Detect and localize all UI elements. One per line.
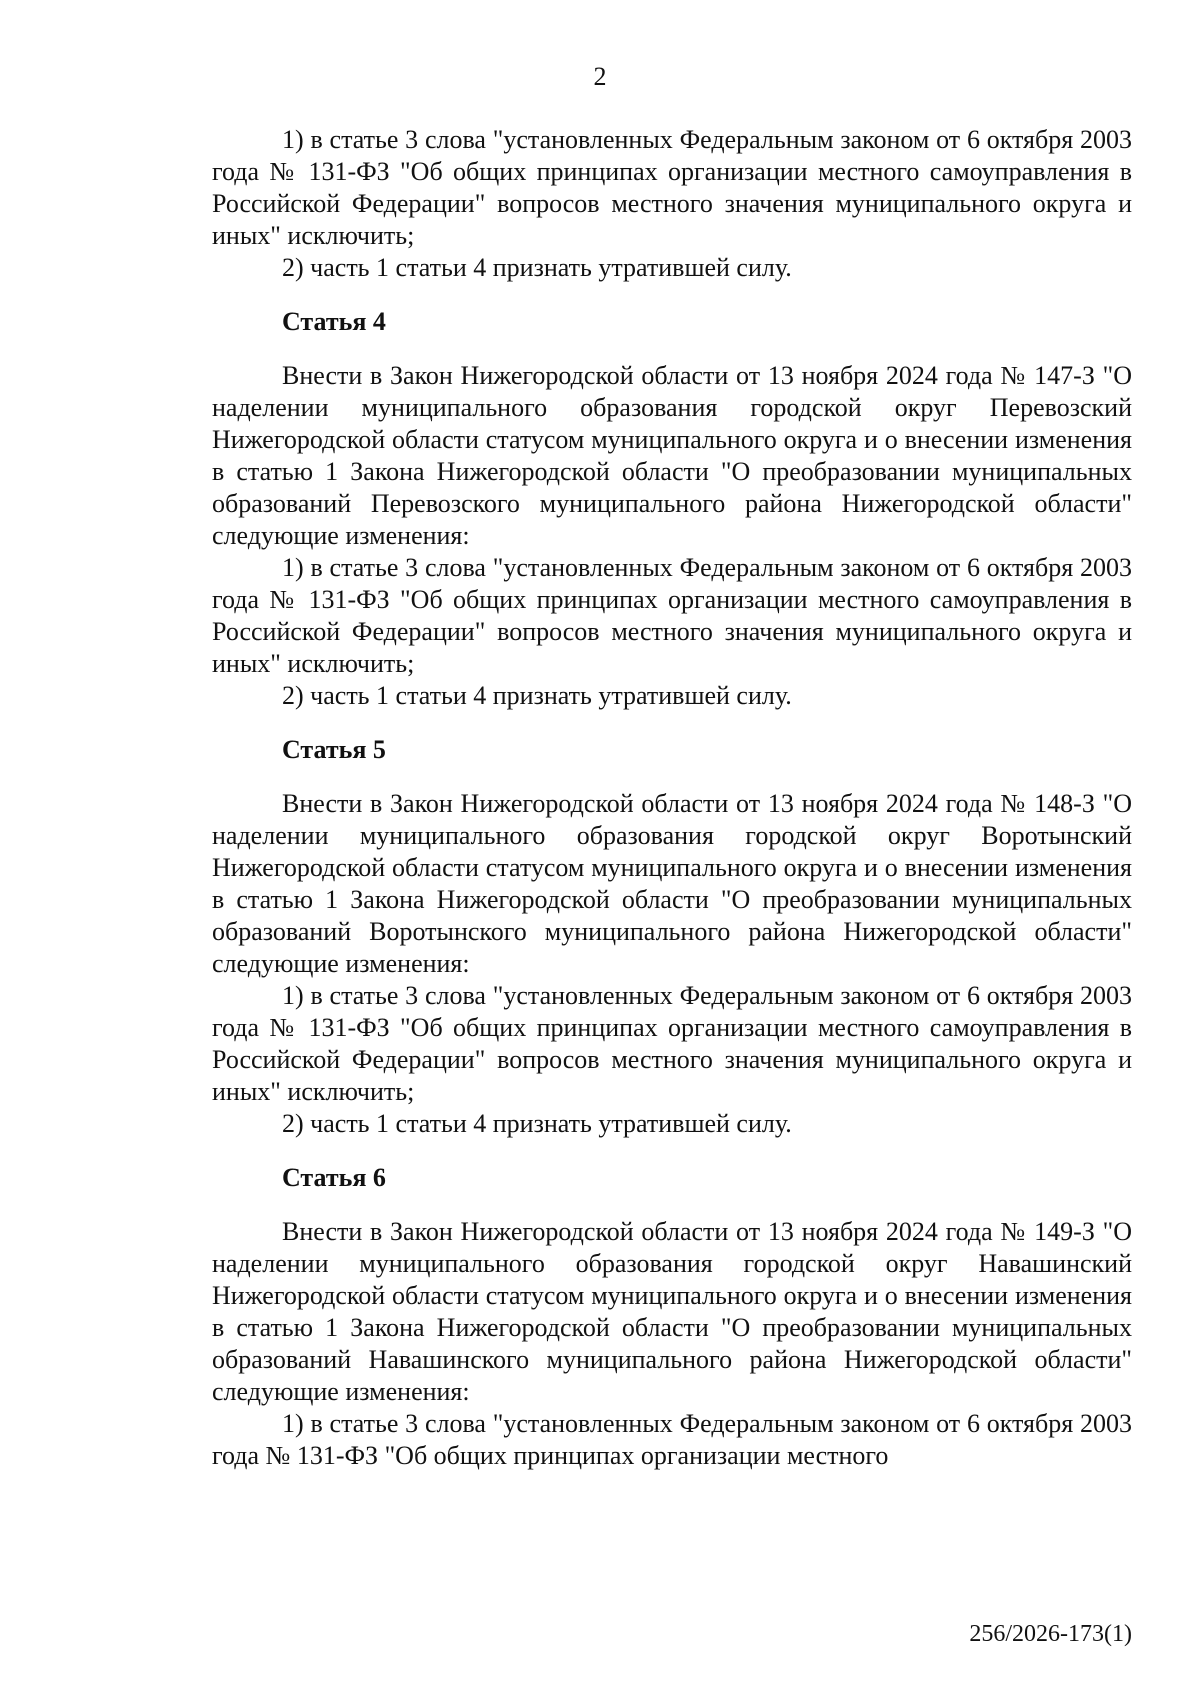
continuation-item-2: 2) часть 1 статьи 4 признать утратившей силу. xyxy=(282,253,792,282)
article-6-item-1: 1) в статье 3 слова "установленных Федеральным законом от 6 октября 2003 года № 131-ФЗ "Об общих принципах организации местного xyxy=(212,1409,1132,1470)
article-4-intro: Внести в Закон Нижегородской области от 13 ноября 2024 года № 147-З "О наделении муниципального образования городской округ Перевозский Нижегородской области статусом муниципального округа и о внесении изменения в статью 1 Закона Нижегородской области "О преобразовании муниципальных образований Перевозского муниципального района Нижегородской области" следующие изменения: xyxy=(212,361,1132,550)
document-registration-number: 256/2026-173(1) xyxy=(969,1621,1132,1647)
article-5-item-1: 1) в статье 3 слова "установленных Федеральным законом от 6 октября 2003 года № 131-ФЗ "Об общих принципах организации местного самоуправления в Российской Федерации" вопросов местного значения муниципального округа и иных" исключить; xyxy=(212,981,1132,1106)
article-4-item-1: 1) в статье 3 слова "установленных Федеральным законом от 6 октября 2003 года № 131-ФЗ "Об общих принципах организации местного самоуправления в Российской Федерации" вопросов местного значения муниципального округа и иных" исключить; xyxy=(212,553,1132,678)
article-5-heading: Статья 5 xyxy=(282,735,386,764)
article-6-intro: Внести в Закон Нижегородской области от 13 ноября 2024 года № 149-З "О наделении муниципального образования городской округ Навашинский Нижегородской области статусом муниципального округа и о внесении изменения в статью 1 Закона Нижегородской области "О преобразовании муниципальных образований Навашинского муниципального района Нижегородской области" следующие изменения: xyxy=(212,1217,1132,1406)
page-number: 2 xyxy=(593,62,607,91)
document-body xyxy=(212,124,1132,1472)
article-5-intro: Внести в Закон Нижегородской области от 13 ноября 2024 года № 148-З "О наделении муниципального образования городской округ Воротынский Нижегородской области статусом муниципального округа и о внесении изменения в статью 1 Закона Нижегородской области "О преобразовании муниципальных образований Воротынского муниципального района Нижегородской области" следующие изменения: xyxy=(212,789,1132,978)
article-5-item-2: 2) часть 1 статьи 4 признать утратившей силу. xyxy=(282,1109,792,1138)
continuation-item-1: 1) в статье 3 слова "установленных Федеральным законом от 6 октября 2003 года № 131-ФЗ "Об общих принципах организации местного самоуправления в Российской Федерации" вопросов местного значения муниципального округа и иных" исключить; xyxy=(212,125,1132,250)
article-4-heading: Статья 4 xyxy=(282,307,386,336)
article-4-item-2: 2) часть 1 статьи 4 признать утратившей силу. xyxy=(282,681,792,710)
article-6-heading: Статья 6 xyxy=(282,1163,386,1192)
